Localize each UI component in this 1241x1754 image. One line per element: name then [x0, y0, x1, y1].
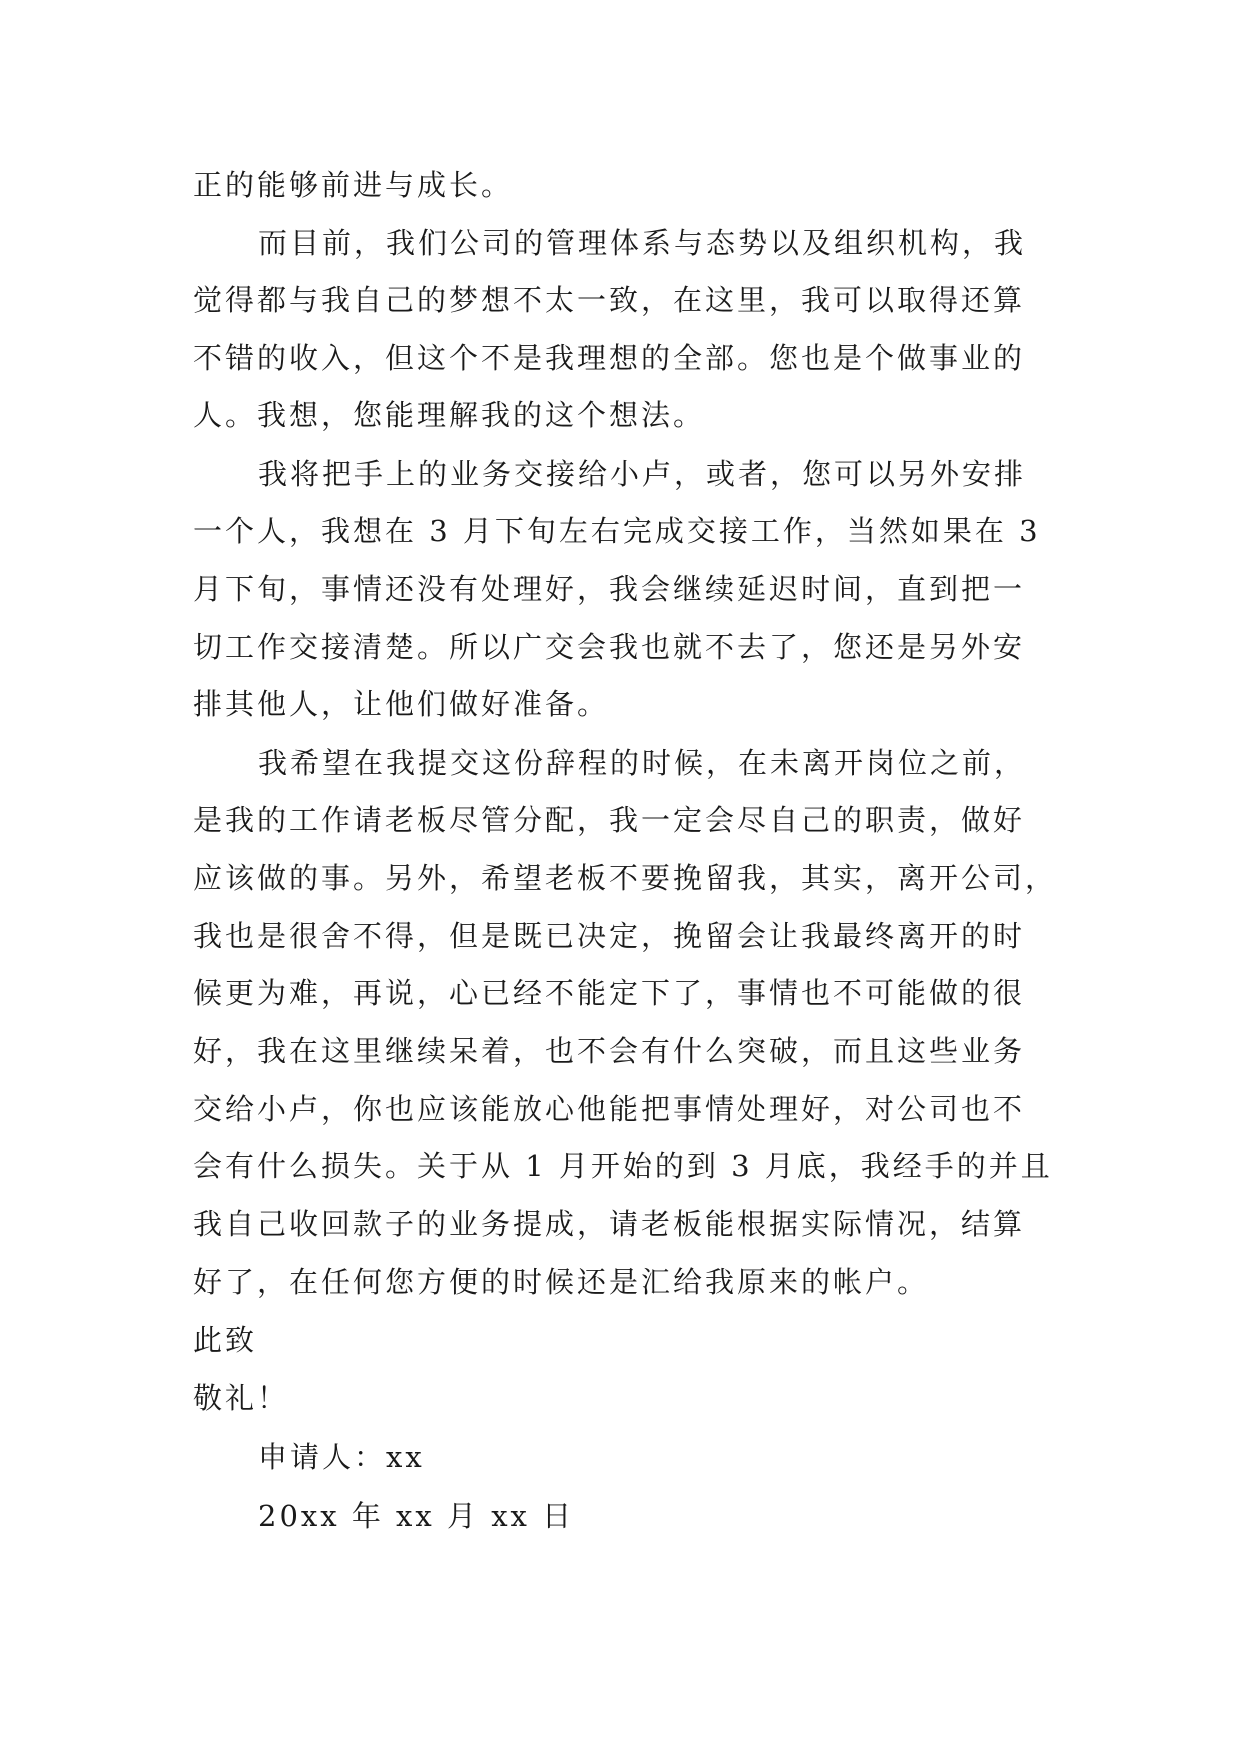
paragraph-line: 排其他人，让他们做好准备。 — [193, 687, 610, 721]
paragraph-line: 我自己收回款子的业务提成，请老板能根据实际情况，结算 — [193, 1207, 1026, 1241]
paragraph-line: 我希望在我提交这份辞程的时候，在未离开岗位之前， — [258, 746, 1027, 780]
paragraph-line: 我将把手上的业务交接给小卢，或者，您可以另外安排 — [258, 457, 1027, 491]
paragraph-line: 候更为难，再说，心已经不能定下了，事情也不可能做的很 — [193, 976, 1026, 1010]
paragraph-line: 应该做的事。另外，希望老板不要挽留我，其实，离开公司， — [193, 861, 1058, 895]
paragraph-line: 我也是很舍不得，但是既已决定，挽留会让我最终离开的时 — [193, 919, 1026, 953]
paragraph-line: 会有什么损失。关于从 1 月开始的到 3 月底，我经手的并且 — [193, 1149, 1053, 1183]
closing-regards: 敬礼！ — [193, 1381, 290, 1415]
paragraph-line: 切工作交接清楚。所以广交会我也就不去了，您还是另外安 — [193, 630, 1026, 664]
paragraph-line: 交给小卢，你也应该能放心他能把事情处理好，对公司也不 — [193, 1092, 1026, 1126]
paragraph-line: 是我的工作请老板尽管分配，我一定会尽自己的职责，做好 — [193, 803, 1026, 837]
paragraph-line: 正的能够前进与成长。 — [193, 168, 514, 202]
paragraph-line: 月下旬，事情还没有处理好，我会继续延迟时间，直到把一 — [193, 572, 1026, 606]
paragraph-line: 一个人，我想在 3 月下旬左右完成交接工作，当然如果在 3 — [193, 514, 1041, 548]
paragraph-line: 不错的收入，但这个不是我理想的全部。您也是个做事业的 — [193, 341, 1026, 375]
closing-salutation: 此致 — [193, 1323, 258, 1357]
signature-date: 20xx 年 xx 月 xx 日 — [258, 1499, 575, 1533]
paragraph-line: 觉得都与我自己的梦想不太一致，在这里，我可以取得还算 — [193, 283, 1026, 317]
paragraph-line: 人。我想，您能理解我的这个想法。 — [193, 398, 706, 432]
applicant-signature: 申请人：xx — [258, 1440, 425, 1474]
paragraph-line: 好了，在任何您方便的时候还是汇给我原来的帐户。 — [193, 1265, 930, 1299]
paragraph-line: 而目前，我们公司的管理体系与态势以及组织机构，我 — [258, 226, 1027, 260]
paragraph-line: 好，我在这里继续呆着，也不会有什么突破，而且这些业务 — [193, 1034, 1026, 1068]
